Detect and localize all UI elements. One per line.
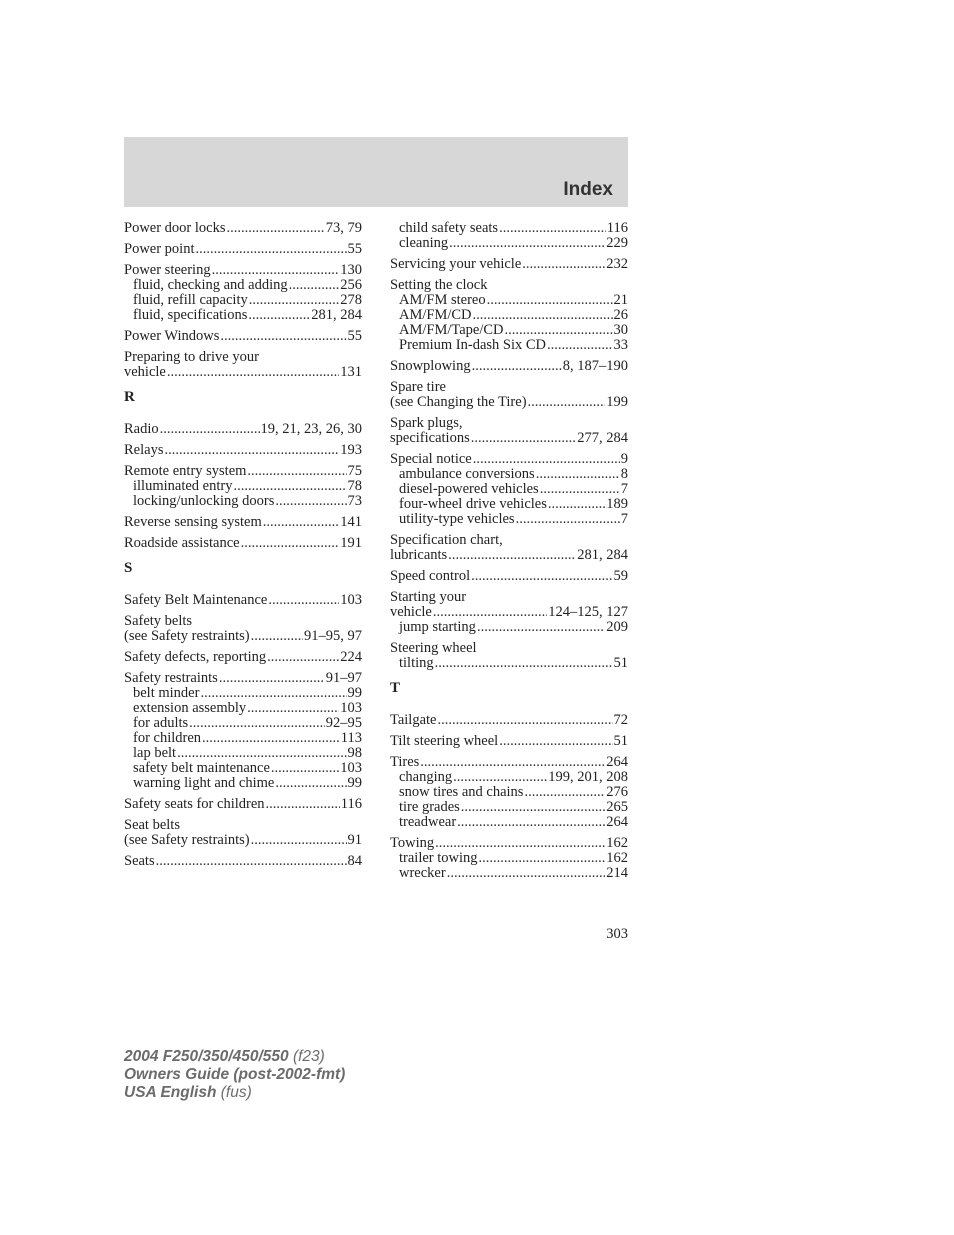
entry-text: Safety belts bbox=[124, 613, 193, 629]
index-subentry bbox=[390, 770, 628, 785]
dot-leader bbox=[453, 770, 547, 785]
dot-leader bbox=[156, 854, 347, 869]
index-subentry bbox=[390, 308, 628, 323]
entry-page: 9 bbox=[620, 451, 628, 467]
dot-leader bbox=[449, 236, 605, 251]
dot-leader bbox=[499, 734, 612, 749]
index-subentry bbox=[124, 308, 362, 323]
entry-page: 265 bbox=[606, 799, 628, 815]
index-entry bbox=[390, 380, 628, 395]
dot-leader bbox=[479, 851, 606, 866]
entry-page: 103 bbox=[340, 592, 362, 608]
index-subentry bbox=[390, 800, 628, 815]
page-title: Index bbox=[563, 179, 613, 200]
entry-text: Preparing to drive your bbox=[124, 349, 259, 365]
dot-leader bbox=[200, 686, 346, 701]
index-subentry bbox=[124, 278, 362, 293]
entry-text: Power door locks bbox=[124, 220, 226, 236]
entry-page: 124–125, 127 bbox=[548, 604, 628, 620]
entry-page: 193 bbox=[340, 442, 362, 458]
entry-text: snow tires and chains bbox=[399, 784, 524, 800]
entry-page: 8 bbox=[620, 466, 628, 482]
index-column-right bbox=[390, 221, 628, 881]
dot-leader bbox=[212, 263, 340, 278]
entry-text: Power point bbox=[124, 241, 195, 257]
entry-page: 98 bbox=[347, 745, 362, 761]
entry-text: vehicle bbox=[390, 604, 432, 620]
entry-text: Relays bbox=[124, 442, 164, 458]
entry-page: 73, 79 bbox=[325, 220, 362, 236]
index-entry bbox=[390, 605, 628, 620]
dot-leader bbox=[251, 833, 347, 848]
index-entry bbox=[390, 431, 628, 446]
entry-page: 103 bbox=[340, 760, 362, 776]
dot-leader bbox=[220, 329, 346, 344]
entry-text: lap belt bbox=[133, 745, 177, 761]
entry-page: 59 bbox=[613, 568, 628, 584]
index-subentry bbox=[124, 479, 362, 494]
index-subentry bbox=[390, 656, 628, 671]
index-subentry bbox=[124, 731, 362, 746]
entry-page: 75 bbox=[347, 463, 362, 479]
index-subentry bbox=[124, 494, 362, 509]
entry-page: 92–95 bbox=[325, 715, 362, 731]
dot-leader bbox=[241, 536, 340, 551]
dot-leader bbox=[536, 467, 620, 482]
index-subentry bbox=[390, 866, 628, 881]
index-entry bbox=[124, 650, 362, 665]
entry-page: 276 bbox=[606, 784, 628, 800]
entry-text: Seat belts bbox=[124, 817, 180, 833]
dot-leader bbox=[266, 797, 340, 812]
index-entry bbox=[124, 854, 362, 869]
index-subentry bbox=[390, 236, 628, 251]
index-subentry bbox=[390, 512, 628, 527]
index-entry bbox=[124, 536, 362, 551]
dot-leader bbox=[247, 701, 339, 716]
index-entry bbox=[124, 833, 362, 848]
entry-page: 99 bbox=[347, 685, 362, 701]
entry-page: 26 bbox=[613, 307, 628, 323]
entry-text: (see Safety restraints) bbox=[124, 832, 250, 848]
entry-text: Radio bbox=[124, 421, 159, 437]
section-letter: T bbox=[390, 680, 401, 696]
entry-page: 264 bbox=[606, 754, 628, 770]
entry-page: 19, 21, 23, 26, 30 bbox=[260, 421, 362, 437]
entry-page: 277, 284 bbox=[577, 430, 628, 446]
entry-text: Servicing your vehicle bbox=[390, 256, 522, 272]
index-subentry bbox=[390, 323, 628, 338]
index-entry bbox=[390, 416, 628, 431]
index-entry bbox=[124, 797, 362, 812]
entry-page: 7 bbox=[620, 481, 628, 497]
entry-page: 281, 284 bbox=[311, 307, 362, 323]
dot-leader bbox=[247, 464, 346, 479]
index-subentry bbox=[390, 293, 628, 308]
dot-leader bbox=[461, 800, 605, 815]
entry-text: Power steering bbox=[124, 262, 211, 278]
entry-page: 199 bbox=[606, 394, 628, 410]
index-entry bbox=[390, 359, 628, 374]
index-subentry bbox=[390, 497, 628, 512]
index-subentry bbox=[390, 467, 628, 482]
dot-leader bbox=[473, 452, 620, 467]
entry-text: specifications bbox=[390, 430, 470, 446]
entry-page: 55 bbox=[347, 328, 362, 344]
entry-text: (see Changing the Tire) bbox=[390, 394, 527, 410]
dot-leader bbox=[248, 308, 310, 323]
index-entry bbox=[124, 422, 362, 437]
entry-text: warning light and chime bbox=[133, 775, 275, 791]
dot-leader bbox=[540, 482, 620, 497]
entry-page: 162 bbox=[606, 850, 628, 866]
entry-page: 51 bbox=[613, 655, 628, 671]
entry-text: Roadside assistance bbox=[124, 535, 240, 551]
index-entry bbox=[124, 329, 362, 344]
index-entry bbox=[124, 350, 362, 365]
dot-leader bbox=[177, 746, 346, 761]
entry-text: Special notice bbox=[390, 451, 472, 467]
entry-page: 84 bbox=[347, 853, 362, 869]
entry-text: AM/FM stereo bbox=[399, 292, 486, 308]
entry-text: Starting your bbox=[390, 589, 467, 605]
index-entry bbox=[390, 836, 628, 851]
entry-text: AM/FM/CD bbox=[399, 307, 472, 323]
index-subentry bbox=[390, 338, 628, 353]
index-entry bbox=[390, 257, 628, 272]
index-entry bbox=[124, 671, 362, 686]
entry-page: 91–95, 97 bbox=[304, 628, 362, 644]
entry-page: 264 bbox=[606, 814, 628, 830]
dot-leader bbox=[189, 716, 325, 731]
entry-page: 30 bbox=[613, 322, 628, 338]
entry-text: locking/unlocking doors bbox=[133, 493, 275, 509]
dot-leader bbox=[471, 431, 577, 446]
dot-leader bbox=[251, 629, 303, 644]
dot-leader bbox=[471, 569, 612, 584]
entry-text: illuminated entry bbox=[133, 478, 233, 494]
dot-leader bbox=[271, 761, 339, 776]
entry-text: fluid, specifications bbox=[133, 307, 248, 323]
entry-page: 199, 201, 208 bbox=[548, 769, 628, 785]
dot-leader bbox=[435, 656, 613, 671]
dot-leader bbox=[477, 620, 605, 635]
dot-leader bbox=[289, 278, 340, 293]
index-subentry bbox=[124, 701, 362, 716]
entry-text: extension assembly bbox=[133, 700, 247, 716]
index-entry bbox=[390, 548, 628, 563]
index-entry bbox=[124, 221, 362, 236]
index-entry bbox=[124, 464, 362, 479]
entry-text: for children bbox=[133, 730, 202, 746]
footer-line-2: Owners Guide (post-2002-fmt) bbox=[124, 1066, 346, 1083]
entry-text: Snowplowing bbox=[390, 358, 471, 374]
entry-text: tire grades bbox=[399, 799, 460, 815]
dot-leader bbox=[447, 866, 606, 881]
entry-text: changing bbox=[399, 769, 453, 785]
entry-page: 113 bbox=[340, 730, 362, 746]
index-entry bbox=[124, 263, 362, 278]
entry-text: Tilt steering wheel bbox=[390, 733, 499, 749]
entry-text: four-wheel drive vehicles bbox=[399, 496, 547, 512]
dot-leader bbox=[522, 257, 605, 272]
dot-leader bbox=[448, 548, 576, 563]
entry-text: fluid, refill capacity bbox=[133, 292, 248, 308]
index-entry bbox=[390, 755, 628, 770]
entry-page: 209 bbox=[606, 619, 628, 635]
index-entry bbox=[390, 452, 628, 467]
entry-text: child safety seats bbox=[399, 220, 499, 236]
entry-text: Seats bbox=[124, 853, 155, 869]
entry-text: Steering wheel bbox=[390, 640, 477, 656]
entry-text: trailer towing bbox=[399, 850, 478, 866]
dot-leader bbox=[164, 443, 339, 458]
dot-leader bbox=[195, 242, 346, 257]
entry-page: 91 bbox=[347, 832, 362, 848]
entry-text: Speed control bbox=[390, 568, 471, 584]
entry-page: 8, 187–190 bbox=[562, 358, 628, 374]
dot-leader bbox=[472, 359, 562, 374]
entry-text: (see Safety restraints) bbox=[124, 628, 250, 644]
entry-text: treadwear bbox=[399, 814, 457, 830]
index-subentry bbox=[124, 716, 362, 731]
entry-text: jump starting bbox=[399, 619, 476, 635]
entry-text: Power Windows bbox=[124, 328, 220, 344]
entry-page: 21 bbox=[613, 292, 628, 308]
entry-page: 189 bbox=[606, 496, 628, 512]
entry-page: 131 bbox=[340, 364, 362, 380]
dot-leader bbox=[263, 515, 340, 530]
entry-text: ambulance conversions bbox=[399, 466, 535, 482]
index-entry bbox=[124, 818, 362, 833]
footer-line-1: 2004 F250/350/450/550 (f23) bbox=[124, 1048, 325, 1065]
dot-leader bbox=[275, 494, 346, 509]
dot-leader bbox=[167, 365, 339, 380]
entry-text: wrecker bbox=[399, 865, 446, 881]
dot-leader bbox=[227, 221, 325, 236]
dot-leader bbox=[249, 293, 340, 308]
dot-leader bbox=[547, 338, 612, 353]
index-entry bbox=[124, 629, 362, 644]
entry-text: Tires bbox=[390, 754, 420, 770]
dot-leader bbox=[499, 221, 606, 236]
index-entry bbox=[390, 278, 628, 293]
entry-text: diesel-powered vehicles bbox=[399, 481, 539, 497]
footer bbox=[124, 1048, 345, 1102]
dot-leader bbox=[505, 323, 613, 338]
index-subentry bbox=[390, 815, 628, 830]
section-letter: S bbox=[124, 560, 133, 576]
entry-text: tilting bbox=[399, 655, 434, 671]
index-entry bbox=[124, 593, 362, 608]
entry-text: Spark plugs, bbox=[390, 415, 463, 431]
entry-page: 116 bbox=[606, 220, 628, 236]
entry-text: Tailgate bbox=[390, 712, 437, 728]
entry-text: utility-type vehicles bbox=[399, 511, 515, 527]
index-subentry bbox=[124, 293, 362, 308]
dot-leader bbox=[268, 593, 339, 608]
dot-leader bbox=[457, 815, 605, 830]
dot-leader bbox=[233, 479, 346, 494]
index-column-left bbox=[124, 221, 362, 869]
entry-page: 55 bbox=[347, 241, 362, 257]
dot-leader bbox=[160, 422, 260, 437]
entry-text: lubricants bbox=[390, 547, 448, 563]
page-number: 303 bbox=[606, 926, 628, 942]
entry-page: 256 bbox=[340, 277, 362, 293]
dot-leader bbox=[219, 671, 325, 686]
entry-page: 73 bbox=[347, 493, 362, 509]
entry-page: 162 bbox=[606, 835, 628, 851]
index-entry bbox=[124, 443, 362, 458]
index-subentry bbox=[124, 746, 362, 761]
entry-text: Spare tire bbox=[390, 379, 446, 395]
entry-page: 51 bbox=[613, 733, 628, 749]
entry-text: AM/FM/Tape/CD bbox=[399, 322, 504, 338]
entry-page: 7 bbox=[620, 511, 628, 527]
entry-text: vehicle bbox=[124, 364, 166, 380]
dot-leader bbox=[267, 650, 339, 665]
footer-line-3: USA English (fus) bbox=[124, 1084, 252, 1101]
index-entry bbox=[124, 614, 362, 629]
index-entry bbox=[390, 395, 628, 410]
entry-text: for adults bbox=[133, 715, 189, 731]
entry-page: 281, 284 bbox=[577, 547, 628, 563]
index-entry bbox=[390, 590, 628, 605]
index-subentry bbox=[124, 686, 362, 701]
dot-leader bbox=[473, 308, 613, 323]
index-subentry bbox=[124, 776, 362, 791]
entry-page: 78 bbox=[347, 478, 362, 494]
dot-leader bbox=[202, 731, 340, 746]
entry-page: 278 bbox=[340, 292, 362, 308]
entry-text: Setting the clock bbox=[390, 277, 488, 293]
index-entry bbox=[390, 734, 628, 749]
index-entry bbox=[390, 533, 628, 548]
dot-leader bbox=[528, 395, 606, 410]
entry-text: Premium In-dash Six CD bbox=[399, 337, 547, 353]
entry-text: safety belt maintenance bbox=[133, 760, 270, 776]
entry-text: Towing bbox=[390, 835, 435, 851]
dot-leader bbox=[433, 605, 547, 620]
entry-page: 33 bbox=[613, 337, 628, 353]
entry-page: 229 bbox=[606, 235, 628, 251]
dot-leader bbox=[487, 293, 613, 308]
entry-page: 130 bbox=[340, 262, 362, 278]
index-subentry bbox=[124, 761, 362, 776]
entry-page: 116 bbox=[340, 796, 362, 812]
index-entry bbox=[390, 641, 628, 656]
entry-text: cleaning bbox=[399, 235, 449, 251]
index-entry bbox=[124, 515, 362, 530]
entry-text: fluid, checking and adding bbox=[133, 277, 288, 293]
index-entry bbox=[124, 242, 362, 257]
dot-leader bbox=[435, 836, 605, 851]
index-subentry bbox=[390, 851, 628, 866]
dot-leader bbox=[548, 497, 605, 512]
entry-text: Remote entry system bbox=[124, 463, 247, 479]
entry-page: 232 bbox=[606, 256, 628, 272]
entry-page: 72 bbox=[613, 712, 628, 728]
index-subentry bbox=[390, 620, 628, 635]
entry-text: Safety defects, reporting bbox=[124, 649, 267, 665]
index-entry bbox=[390, 713, 628, 728]
entry-page: 224 bbox=[340, 649, 362, 665]
entry-page: 91–97 bbox=[325, 670, 362, 686]
entry-text: Safety seats for children bbox=[124, 796, 265, 812]
entry-text: Reverse sensing system bbox=[124, 514, 262, 530]
entry-page: 103 bbox=[340, 700, 362, 716]
entry-text: belt minder bbox=[133, 685, 200, 701]
entry-page: 214 bbox=[606, 865, 628, 881]
dot-leader bbox=[516, 512, 620, 527]
index-entry bbox=[390, 569, 628, 584]
entry-page: 99 bbox=[347, 775, 362, 791]
index-subentry bbox=[390, 785, 628, 800]
entry-text: Safety Belt Maintenance bbox=[124, 592, 268, 608]
section-letter: R bbox=[124, 389, 135, 405]
dot-leader bbox=[275, 776, 346, 791]
entry-text: Safety restraints bbox=[124, 670, 218, 686]
index-entry bbox=[124, 365, 362, 380]
dot-leader bbox=[524, 785, 605, 800]
dot-leader bbox=[438, 713, 613, 728]
header-bar bbox=[124, 137, 628, 207]
index-subentry bbox=[390, 221, 628, 236]
dot-leader bbox=[420, 755, 605, 770]
index-subentry bbox=[390, 482, 628, 497]
entry-text: Specification chart, bbox=[390, 532, 503, 548]
entry-page: 141 bbox=[340, 514, 362, 530]
entry-page: 191 bbox=[340, 535, 362, 551]
